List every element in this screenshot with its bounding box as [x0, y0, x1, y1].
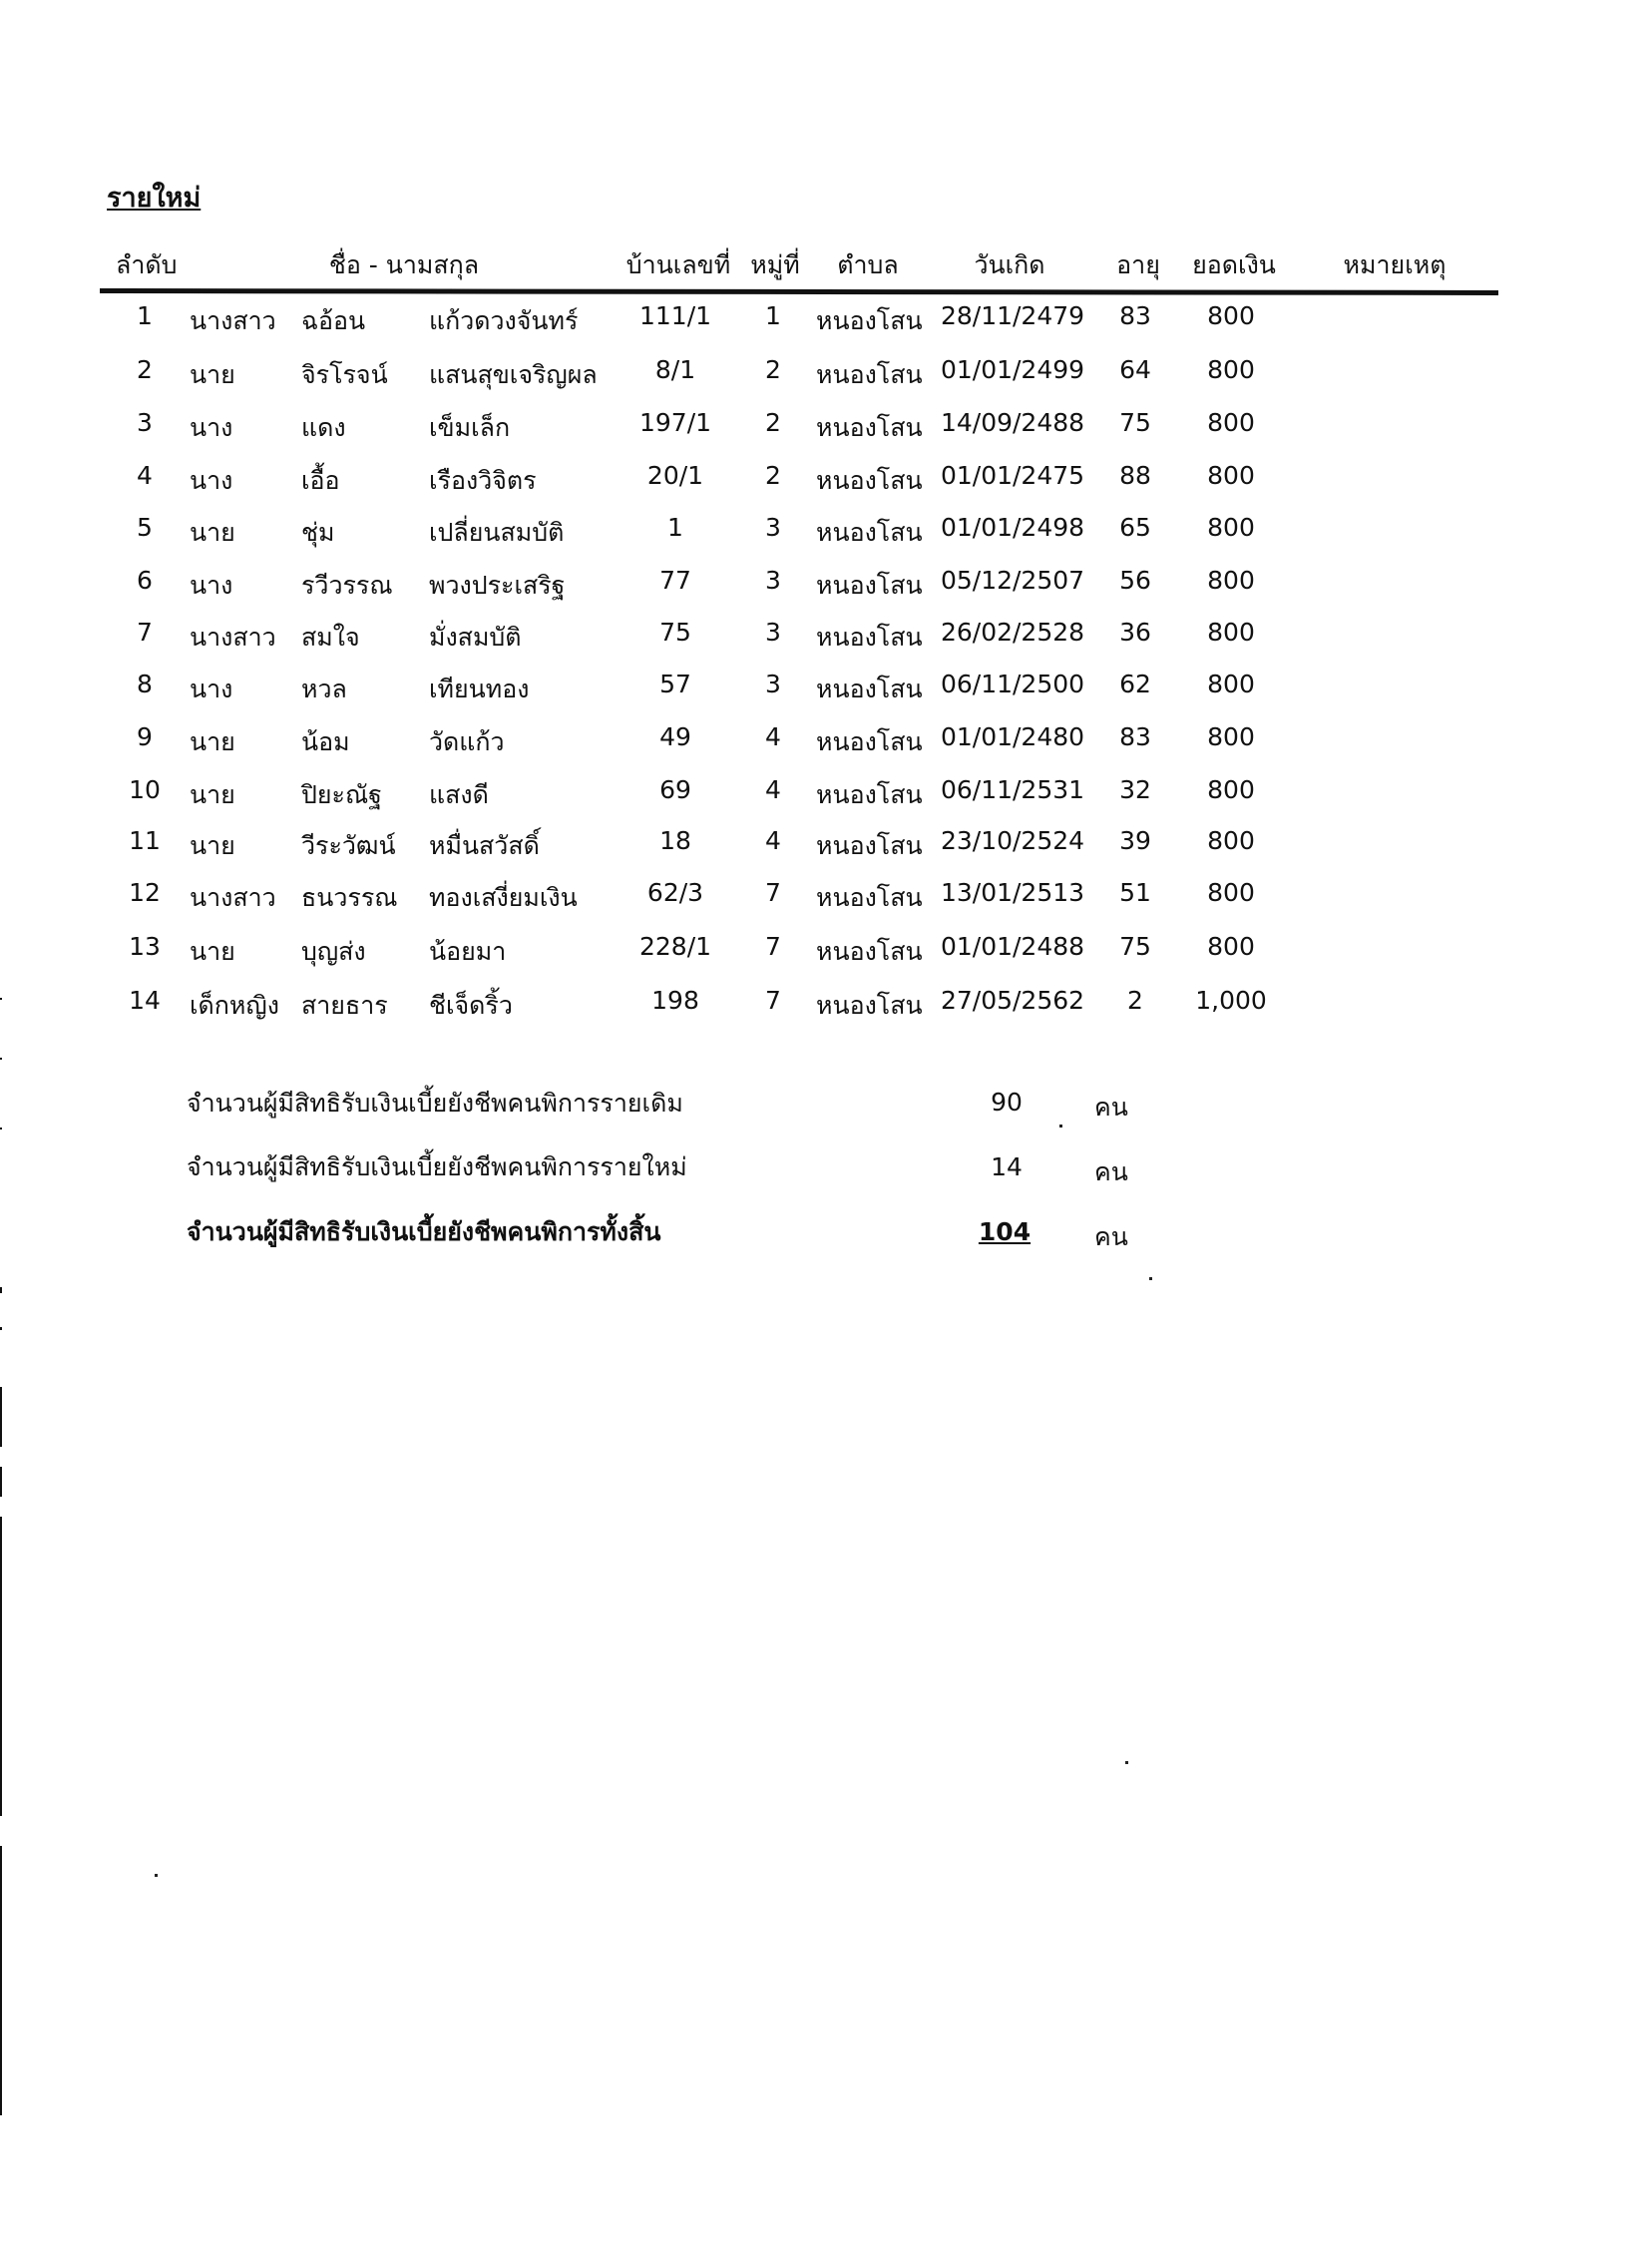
cell-birthdate: 06/11/2531 — [940, 775, 1085, 804]
cell-house-no: 111/1 — [638, 301, 712, 330]
cell-title: นาง — [190, 413, 233, 442]
cell-first-name: น้อม — [301, 727, 350, 756]
cell-no: 4 — [137, 461, 153, 490]
cell-moo: 3 — [765, 618, 781, 647]
cell-last-name: แสนสุขเจริญผล — [429, 360, 598, 389]
cell-moo: 2 — [765, 408, 781, 437]
cell-no: 9 — [137, 722, 153, 751]
table-row — [0, 878, 1652, 918]
cell-house-no: 197/1 — [638, 408, 712, 437]
cell-birthdate: 06/11/2500 — [940, 670, 1085, 698]
cell-last-name: แก้วดวงจันทร์ — [429, 306, 579, 335]
table-row — [0, 513, 1652, 553]
table-row — [0, 670, 1652, 709]
table-row — [0, 408, 1652, 448]
cell-no: 2 — [137, 355, 153, 384]
cell-moo: 3 — [765, 513, 781, 542]
cell-birthdate: 28/11/2479 — [940, 301, 1085, 330]
cell-no: 7 — [137, 618, 153, 647]
cell-title: นางสาว — [190, 623, 276, 652]
cell-age: 83 — [1119, 722, 1151, 751]
cell-title: นาง — [190, 571, 233, 600]
cell-birthdate: 01/01/2499 — [940, 355, 1085, 384]
cell-title: นาย — [190, 937, 235, 966]
cell-house-no: 77 — [659, 566, 691, 595]
cell-title: เด็กหญิง — [190, 991, 279, 1020]
cell-last-name: เทียนทอง — [429, 675, 530, 703]
cell-age: 62 — [1119, 670, 1151, 698]
cell-first-name: วีระวัฒน์ — [301, 831, 396, 860]
cell-house-no: 20/1 — [646, 461, 704, 490]
cell-last-name: เปลี่ยนสมบัติ — [429, 518, 565, 547]
scan-speck — [1125, 1761, 1128, 1764]
scan-speck — [1149, 1277, 1152, 1280]
cell-tambon: หนองโสน — [816, 937, 923, 966]
scan-artifact — [0, 1058, 2, 1060]
cell-no: 10 — [129, 775, 161, 804]
cell-first-name: ปิยะณัฐ — [301, 780, 382, 809]
cell-tambon: หนองโสน — [816, 991, 923, 1020]
cell-birthdate: 26/02/2528 — [940, 618, 1085, 647]
table-row — [0, 566, 1652, 606]
cell-last-name: เรืองวิจิตร — [429, 466, 537, 495]
cell-age: 36 — [1119, 618, 1151, 647]
cell-age: 39 — [1119, 826, 1151, 855]
cell-amount: 800 — [1207, 355, 1255, 384]
cell-age: 64 — [1119, 355, 1151, 384]
cell-amount: 1,000 — [1195, 986, 1267, 1015]
cell-house-no: 198 — [651, 986, 699, 1015]
cell-age: 75 — [1119, 932, 1151, 961]
table-row — [0, 722, 1652, 762]
cell-amount: 800 — [1207, 826, 1255, 855]
cell-moo: 7 — [765, 932, 781, 961]
table-row — [0, 826, 1652, 866]
cell-no: 1 — [137, 301, 153, 330]
cell-tambon: หนองโสน — [816, 675, 923, 703]
cell-birthdate: 13/01/2513 — [940, 878, 1085, 907]
cell-first-name: รวีวรรณ — [301, 571, 393, 600]
cell-moo: 7 — [765, 878, 781, 907]
cell-moo: 2 — [765, 461, 781, 490]
cell-last-name: วัดแก้ว — [429, 727, 505, 756]
cell-title: นาย — [190, 727, 235, 756]
cell-last-name: เข็มเล็ก — [429, 413, 511, 442]
cell-birthdate: 27/05/2562 — [940, 986, 1085, 1015]
cell-age: 51 — [1119, 878, 1151, 907]
cell-no: 3 — [137, 408, 153, 437]
table-row — [0, 355, 1652, 395]
summary-unit-total: คน — [1094, 1222, 1128, 1251]
cell-title: นางสาว — [190, 306, 276, 335]
cell-first-name: จิรโรจน์ — [301, 360, 388, 389]
cell-birthdate: 05/12/2507 — [940, 566, 1085, 595]
cell-house-no: 228/1 — [638, 932, 712, 961]
summary-value-new: 14 — [991, 1152, 1023, 1181]
cell-last-name: แสงดี — [429, 780, 489, 809]
table-row — [0, 932, 1652, 972]
cell-no: 8 — [137, 670, 153, 698]
header-name: ชื่อ - นามสกุล — [328, 250, 480, 279]
summary-value-existing: 90 — [991, 1088, 1023, 1117]
cell-amount: 800 — [1207, 932, 1255, 961]
summary-label-total: จำนวนผู้มีสิทธิรับเงินเบี้ยยังชีพคนพิการทั้งสิ้น — [187, 1217, 661, 1246]
cell-moo: 4 — [765, 826, 781, 855]
cell-tambon: หนองโสน — [816, 413, 923, 442]
scan-artifact — [0, 1846, 2, 2115]
cell-moo: 2 — [765, 355, 781, 384]
cell-amount: 800 — [1207, 301, 1255, 330]
cell-last-name: หมื่นสวัสดิ์ — [429, 831, 540, 860]
cell-house-no: 62/3 — [646, 878, 704, 907]
cell-birthdate: 14/09/2488 — [940, 408, 1085, 437]
scan-artifact — [0, 998, 2, 1000]
scan-artifact — [0, 1327, 2, 1330]
cell-first-name: ชุ่ม — [301, 518, 335, 547]
summary-label-new: จำนวนผู้มีสิทธิรับเงินเบี้ยยังชีพคนพิการรายใหม่ — [187, 1152, 687, 1181]
cell-tambon: หนองโสน — [816, 831, 923, 860]
cell-no: 12 — [129, 878, 161, 907]
cell-moo: 7 — [765, 986, 781, 1015]
table-row — [0, 301, 1652, 341]
cell-amount: 800 — [1207, 566, 1255, 595]
summary-unit-new: คน — [1094, 1157, 1128, 1186]
cell-first-name: หวล — [301, 675, 347, 703]
cell-house-no: 49 — [659, 722, 691, 751]
cell-title: นางสาว — [190, 883, 276, 912]
cell-first-name: เอื้อ — [301, 466, 340, 495]
summary-unit-existing: คน — [1094, 1093, 1128, 1122]
cell-tambon: หนองโสน — [816, 306, 923, 335]
cell-age: 83 — [1119, 301, 1151, 330]
cell-age: 88 — [1119, 461, 1151, 490]
cell-first-name: สายธาร — [301, 991, 388, 1020]
cell-no: 6 — [137, 566, 153, 595]
scan-artifact — [0, 1287, 2, 1293]
table-row — [0, 461, 1652, 501]
cell-first-name: สมใจ — [301, 623, 360, 652]
section-title: รายใหม่ — [107, 183, 202, 214]
cell-age: 65 — [1119, 513, 1151, 542]
cell-first-name: ฉอ้อน — [301, 306, 366, 335]
header-moo: หมู่ที่ — [750, 250, 800, 279]
cell-tambon: หนองโสน — [816, 883, 923, 912]
cell-last-name: ชีเจ็ดริ้ว — [429, 991, 513, 1020]
cell-moo: 3 — [765, 670, 781, 698]
header-no: ลำดับ — [116, 250, 178, 279]
cell-first-name: แดง — [301, 413, 346, 442]
header-birthdate: วันเกิด — [974, 250, 1045, 279]
cell-house-no: 75 — [659, 618, 691, 647]
table-row — [0, 618, 1652, 658]
cell-amount: 800 — [1207, 461, 1255, 490]
cell-first-name: ธนวรรณ — [301, 883, 398, 912]
cell-age: 2 — [1127, 986, 1143, 1015]
cell-title: นาง — [190, 675, 233, 703]
cell-amount: 800 — [1207, 775, 1255, 804]
cell-amount: 800 — [1207, 722, 1255, 751]
header-tambon: ตำบล — [837, 250, 899, 279]
table-row — [0, 986, 1652, 1026]
summary-value-total: 104 — [978, 1217, 1032, 1246]
cell-amount: 800 — [1207, 408, 1255, 437]
header-rule — [100, 288, 1498, 295]
cell-birthdate: 23/10/2524 — [940, 826, 1085, 855]
cell-house-no: 57 — [659, 670, 691, 698]
cell-tambon: หนองโสน — [816, 727, 923, 756]
cell-last-name: น้อยมา — [429, 937, 507, 966]
cell-tambon: หนองโสน — [816, 780, 923, 809]
cell-age: 75 — [1119, 408, 1151, 437]
cell-title: นาย — [190, 518, 235, 547]
summary-label-existing: จำนวนผู้มีสิทธิรับเงินเบี้ยยังชีพคนพิการรายเดิม — [187, 1089, 683, 1118]
scan-speck — [155, 1874, 158, 1877]
cell-moo: 4 — [765, 775, 781, 804]
cell-moo: 4 — [765, 722, 781, 751]
cell-house-no: 69 — [659, 775, 691, 804]
cell-birthdate: 01/01/2475 — [940, 461, 1085, 490]
cell-no: 5 — [137, 513, 153, 542]
scan-artifact — [0, 1387, 2, 1447]
cell-no: 14 — [129, 986, 161, 1015]
table-row — [0, 775, 1652, 815]
cell-birthdate: 01/01/2480 — [940, 722, 1085, 751]
cell-age: 32 — [1119, 775, 1151, 804]
cell-house-no: 1 — [667, 513, 683, 542]
cell-amount: 800 — [1207, 878, 1255, 907]
cell-moo: 3 — [765, 566, 781, 595]
cell-moo: 1 — [765, 301, 781, 330]
cell-last-name: พวงประเสริฐ — [429, 571, 566, 600]
cell-house-no: 8/1 — [654, 355, 696, 384]
cell-tambon: หนองโสน — [816, 466, 923, 495]
cell-amount: 800 — [1207, 670, 1255, 698]
cell-birthdate: 01/01/2488 — [940, 932, 1085, 961]
cell-title: นาง — [190, 466, 233, 495]
cell-no: 11 — [129, 826, 161, 855]
header-house-no: บ้านเลขที่ — [625, 250, 731, 279]
cell-tambon: หนองโสน — [816, 360, 923, 389]
cell-first-name: บุญส่ง — [301, 937, 366, 966]
cell-age: 56 — [1119, 566, 1151, 595]
cell-title: นาย — [190, 831, 235, 860]
header-amount: ยอดเงิน — [1192, 250, 1276, 279]
cell-no: 13 — [129, 932, 161, 961]
cell-title: นาย — [190, 360, 235, 389]
cell-amount: 800 — [1207, 618, 1255, 647]
cell-house-no: 18 — [659, 826, 691, 855]
header-age: อายุ — [1116, 250, 1160, 279]
cell-tambon: หนองโสน — [816, 518, 923, 547]
scan-artifact — [0, 1467, 2, 1497]
scan-artifact — [0, 1517, 2, 1816]
cell-title: นาย — [190, 780, 235, 809]
cell-last-name: ทองเสงี่ยมเงิน — [429, 883, 578, 912]
cell-birthdate: 01/01/2498 — [940, 513, 1085, 542]
cell-last-name: มั่งสมบัติ — [429, 623, 522, 652]
scan-speck — [1059, 1125, 1062, 1128]
cell-amount: 800 — [1207, 513, 1255, 542]
cell-tambon: หนองโสน — [816, 623, 923, 652]
scan-artifact — [0, 1128, 2, 1130]
cell-tambon: หนองโสน — [816, 571, 923, 600]
header-remarks: หมายเหตุ — [1343, 250, 1446, 279]
